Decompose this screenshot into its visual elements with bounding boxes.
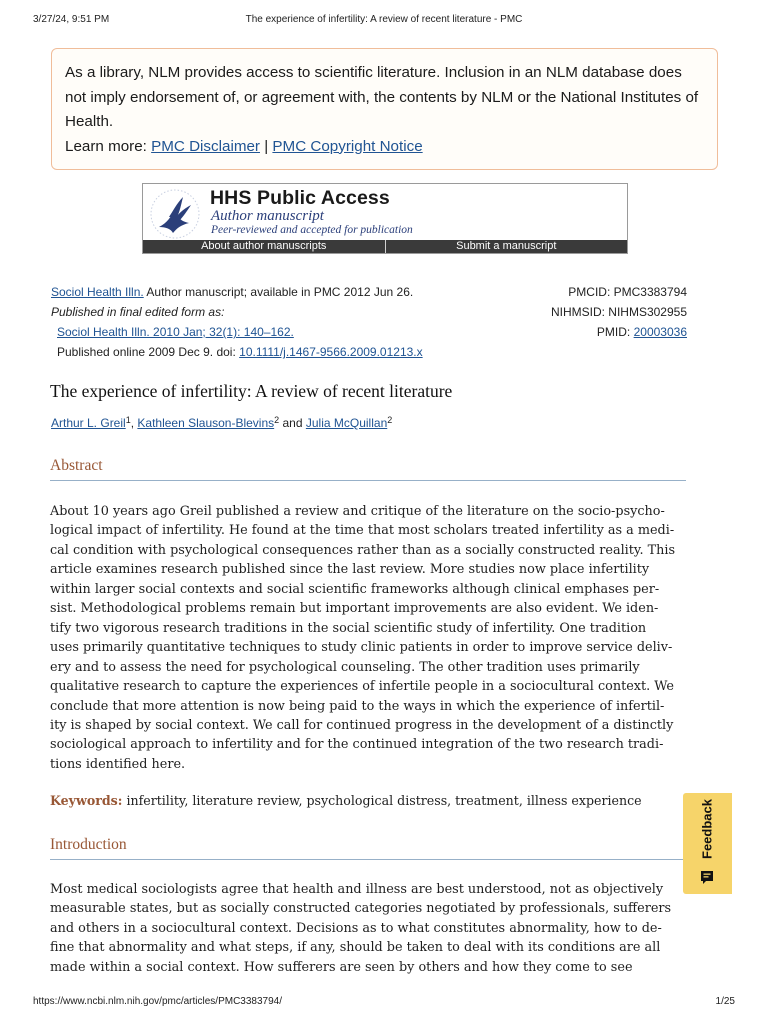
abstract-heading: Abstract	[50, 457, 686, 481]
banner-subline: Peer-reviewed and accepted for publication	[211, 224, 413, 236]
pmc-disclaimer-link[interactable]: PMC Disclaimer	[151, 137, 260, 155]
paragraph-line: ity is shaped by social context. We call for continued progress in the development of a distinctly	[50, 717, 674, 733]
citation-left	[51, 282, 423, 362]
author-list	[51, 415, 392, 430]
paragraph-line: article examines research published since the last review. More studies now place infertility	[50, 562, 650, 578]
author-affiliation-sup: 2	[274, 415, 280, 425]
pmid-label: PMID:	[596, 325, 631, 339]
learn-more-label: Learn more:	[65, 137, 147, 155]
author-link[interactable]: Arthur L. Greil	[51, 416, 126, 430]
nlm-notice-box	[51, 48, 718, 170]
paragraph-line: tify two vigorous research traditions in the social scientific study of infertility. One tradition	[50, 620, 647, 636]
paragraph-line: uses primarily quantitative techniques to study clinic patients in order to improve service deliv-	[50, 640, 673, 656]
paragraph-line: within larger social contexts and social scientific frameworks although clinical emphases per-	[50, 581, 660, 597]
introduction-heading: Introduction	[50, 836, 686, 860]
author-affiliation-sup: 2	[387, 415, 393, 425]
banner-link-bar	[143, 240, 627, 253]
paragraph-line: made within a social context. How sufferers are seen by others and how they come to see	[50, 959, 633, 975]
availability-text: Author manuscript; available in PMC 2012 Jun 26.	[146, 285, 414, 299]
author-affiliation-sup: 1	[125, 415, 131, 425]
citation-ids	[551, 282, 687, 342]
paragraph-line: cal condition with psychological consequences rather than as a socially constructed reality. This	[50, 542, 676, 558]
banner-subtitle: Author manuscript	[211, 208, 324, 224]
feedback-icon	[700, 870, 714, 884]
print-datetime: 3/27/24, 9:51 PM	[33, 14, 110, 25]
print-url: https://www.ncbi.nlm.nih.gov/pmc/articles/PMC3383794/	[33, 996, 282, 1007]
abstract-body	[50, 502, 690, 774]
article-title: The experience of infertility: A review of recent literature	[50, 381, 453, 401]
notice-text: As a library, NLM provides access to scientific literature. Inclusion in an NLM database does not imply endorsement of, or agreement with, the contents by NLM or the National Institutes of Health.	[65, 64, 699, 130]
paragraph-line: qualitative research to capture the experiences of infertile people in a sociocultural context. We	[50, 679, 674, 695]
about-author-manuscripts-link[interactable]: About author manuscripts	[201, 240, 327, 252]
print-page-title: The experience of infertility: A review of recent literature - PMC	[245, 14, 523, 25]
published-online-text: Published online 2009 Dec 9. doi:	[57, 345, 236, 359]
paragraph-line: About 10 years ago Greil published a review and critique of the literature on the socio-psycho-	[50, 504, 665, 519]
feedback-button[interactable]	[683, 793, 732, 894]
doi-link[interactable]: 10.1111/j.1467-9566.2009.01213.x	[239, 345, 423, 359]
keywords	[50, 793, 642, 808]
paragraph-line: fine that abnormality and what steps, if any, should be taken to deal with its conditions are all	[50, 940, 661, 956]
author-separator: and	[279, 416, 306, 430]
feedback-label: Feedback	[699, 799, 715, 859]
print-header	[33, 14, 735, 28]
paragraph-line: and others in a sociocultural context. Decisions as to what constitutes abnormality, how to de-	[50, 920, 662, 936]
print-footer	[33, 996, 735, 1010]
nihmsid: NIHMSID: NIHMS302955	[550, 305, 687, 319]
paragraph-line: Most medical sociologists agree that health and illness are best understood, not as objectively	[50, 882, 664, 897]
final-form-label: Published in final edited form as:	[51, 305, 225, 319]
submit-manuscript-link[interactable]: Submit a manuscript	[385, 240, 628, 253]
paragraph-line: sist. Methodological problems remain but important improvements are also evident. We iden-	[50, 601, 659, 617]
pmcid: PMCID: PMC3383794	[568, 285, 687, 299]
print-page-number: 1/25	[715, 996, 735, 1007]
banner-title: HHS Public Access	[210, 187, 390, 209]
hhs-public-access-banner	[142, 183, 628, 254]
hhs-eagle-logo-icon	[147, 187, 203, 241]
author-link[interactable]: Julia McQuillan	[305, 416, 388, 430]
author-link[interactable]: Kathleen Slauson-Blevins	[137, 416, 275, 430]
paragraph-line: logical impact of infertility. He found at the time that most scholars treated infertility as a medi-	[50, 523, 675, 539]
paragraph-line: measurable states, but as socially constructed categories negotiated by professionals, sufferers	[50, 901, 672, 917]
author-separator: ,	[130, 416, 138, 430]
keywords-label: Keywords:	[50, 793, 123, 808]
introduction-body	[50, 880, 690, 977]
pmid-link[interactable]: 20003036	[633, 325, 687, 339]
notice-separator: |	[264, 137, 269, 155]
paragraph-line: conclude that more attention is now being paid to the ways in which the experience of infertil-	[50, 698, 665, 714]
journal-link[interactable]: Sociol Health Illn.	[51, 285, 144, 299]
paragraph-line: ery and to assess the need for psychological counseling. The other tradition uses primarily	[50, 659, 640, 675]
pmc-copyright-link[interactable]: PMC Copyright Notice	[272, 137, 423, 155]
paragraph-line: tions identified here.	[50, 756, 186, 772]
keywords-text: infertility, literature review, psychological distress, treatment, illness experience	[126, 793, 642, 808]
final-form-citation-link[interactable]: Sociol Health Illn. 2010 Jan; 32(1): 140–162.	[57, 325, 294, 339]
paragraph-line: sociological approach to infertility and for the continued integration of the two research tradi-	[50, 737, 664, 753]
